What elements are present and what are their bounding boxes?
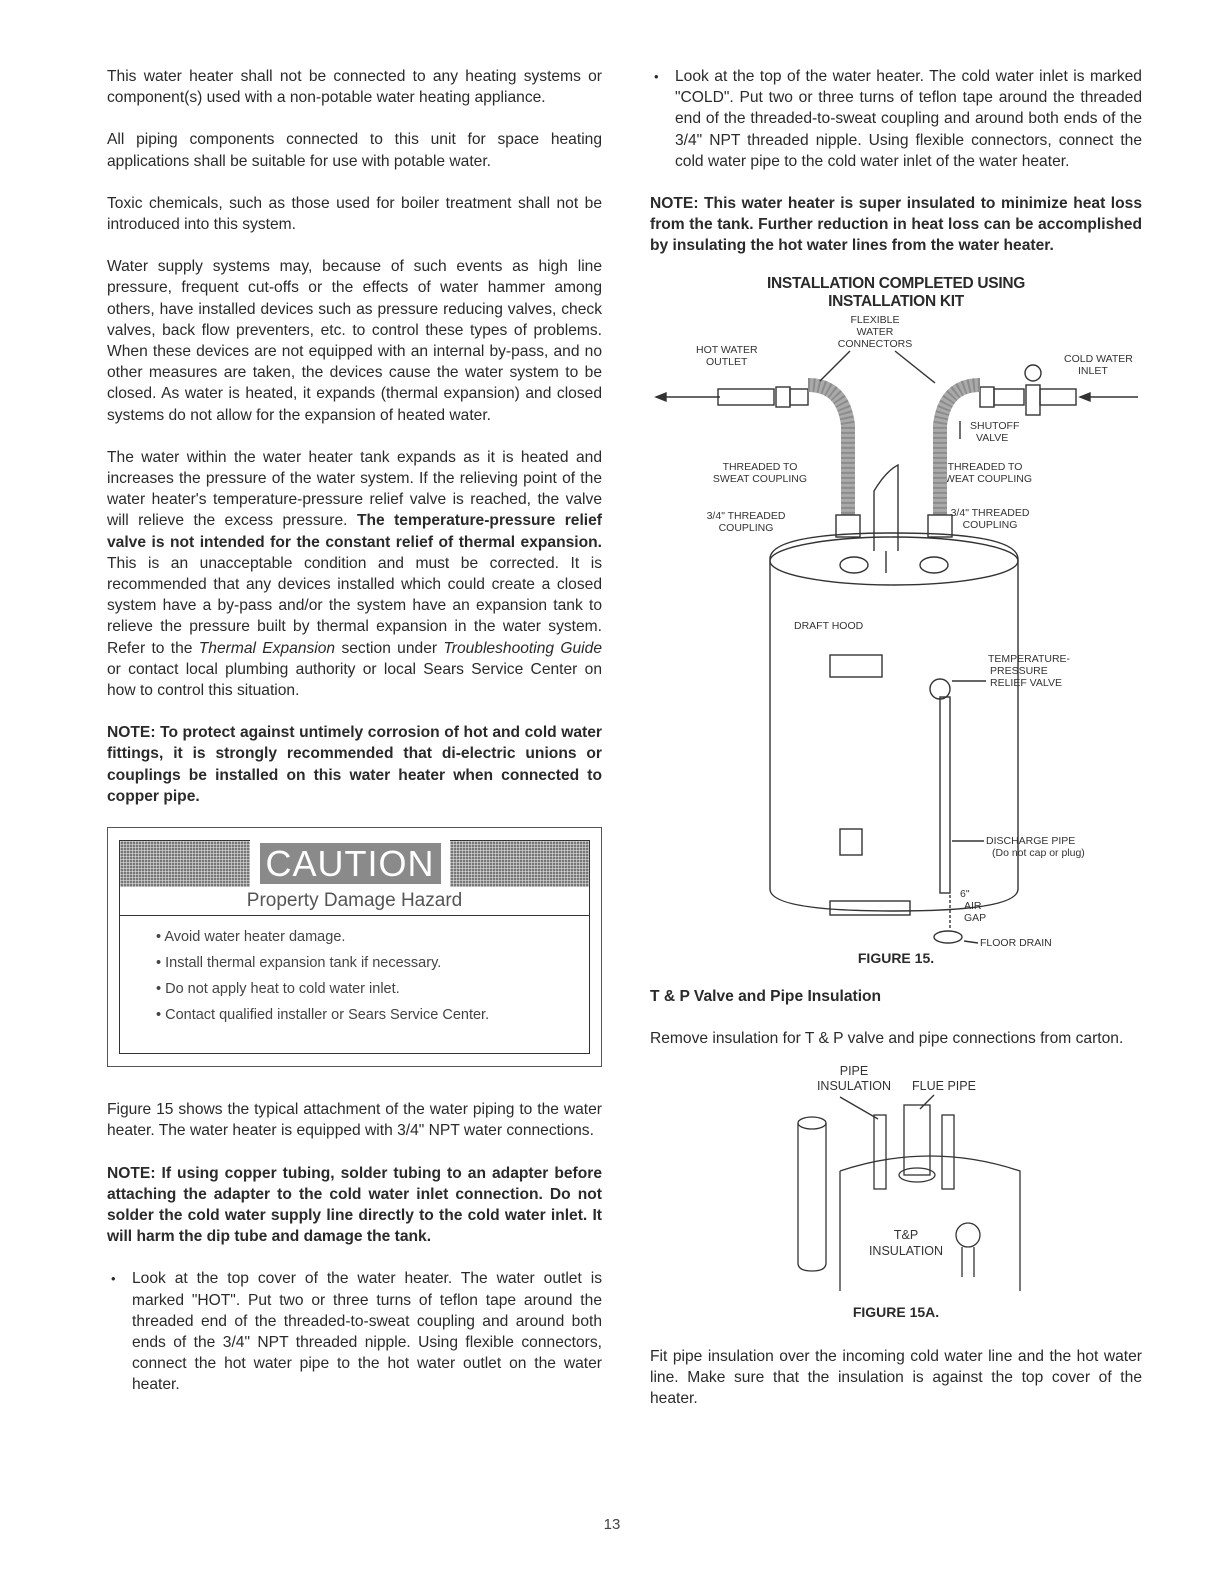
cold-nipple [994, 389, 1024, 405]
label-draft-hood: DRAFT HOOD [794, 619, 864, 632]
shutoff-valve-body [1026, 385, 1040, 415]
rating-plate [830, 655, 882, 677]
leader-pipe-insulation [840, 1097, 878, 1119]
caution-title [250, 840, 450, 888]
tank-top [770, 537, 1018, 585]
label-tts-left: SWEAT COUPLING [712, 472, 808, 485]
label-tp-insulation: T&P [893, 1228, 919, 1243]
note-dielectric: NOTE: To protect against untimely corrosion of hot and cold water fittings, it is strongly recommended that di-electric unions or couplings be installed on this water heater when connected to copper pipe. [107, 724, 602, 805]
caution-box [107, 827, 602, 1067]
leader-flue [920, 1095, 934, 1109]
label-discharge: (Do not cap or plug) [992, 846, 1085, 859]
floor-drain-leader [964, 941, 978, 943]
discharge-pipe [940, 697, 950, 893]
figure-15-title-line1: INSTALLATION COMPLETED USING [767, 274, 1025, 292]
right-column [650, 66, 1142, 1410]
flue-pipe [874, 465, 898, 551]
hot-coupling [776, 387, 790, 407]
caution-banner [120, 841, 589, 887]
paragraph-figure15-intro: Figure 15 shows the typical attachment of the water piping to the water heater. The water heater is equipped with 3/4" NPT water connections. [107, 1101, 602, 1140]
paragraph-non-potable: This water heater shall not be connected to any heating systems or component(s) used with a non-potable water heating appliance. [107, 68, 602, 107]
label-discharge: DISCHARGE PIPE [986, 834, 1076, 847]
bullet-cold-inlet: • Look at the top of the water heater. The cold water inlet is marked "COLD". Put two or three turns of teflon tape around the threaded end of the threaded-to-sweat coupling and around both ends of the 3/4" NPT threaded nipple. Using flexible connectors, connect the cold water pipe to the cold water inlet of the water heater. [650, 66, 1142, 172]
label-flue-pipe: FLUE PIPE [912, 1079, 976, 1094]
figure-15a [650, 1063, 1142, 1320]
caution-item: • Install thermal expansion tank if necessary. [156, 950, 589, 976]
hot-pipe-segment [718, 389, 774, 405]
flue-pipe-15a [904, 1105, 930, 1175]
paragraph-water-supply: Water supply systems may, because of such events as high line pressure, frequent cut-offs or the effects of water hammer among others, have installed devices such as pressure reducing valves, check valves, back flow preventers, etc. to control these types of problems. When these devices are not equipped with an internal by-pass, and no other measures are taken, the devices cause the water system to be closed. As water is heated, it expands (thermal expansion) and closed systems do not allow for the expansion of heated water. [107, 258, 602, 424]
text-segment: or contact local plumbing authority or local Sears Service Center on how to control this situation. [107, 660, 602, 700]
paragraph-piping-components: All piping components connected to this unit for space heating applications shall be suitable for use with potable water. [107, 131, 602, 170]
paragraph-remove-insulation: Remove insulation for T & P valve and pipe connections from carton. [650, 1029, 1124, 1047]
cold-arrow [1080, 393, 1090, 401]
figure-15 [650, 275, 1142, 966]
left-column [107, 66, 602, 1396]
label-shutoff: VALVE [976, 431, 1009, 444]
label-flexible: WATER [856, 325, 894, 338]
figure-15-diagram [650, 311, 1142, 951]
heading-tp-insulation: T & P Valve and Pipe Insulation [650, 987, 882, 1005]
caution-title-text: CAUTION [260, 843, 441, 884]
caution-list [156, 924, 589, 1028]
hot-arrow [656, 393, 666, 401]
figure-15-caption: FIGURE 15. [857, 949, 935, 966]
gas-control [840, 829, 862, 855]
label-hot-outlet: HOT WATER [696, 343, 758, 356]
label-tp-valve: RELIEF VALVE [990, 676, 1062, 689]
heater-top [840, 1156, 1020, 1291]
text-segment: This is an unacceptable condition and must be corrected. It is recommended that any devices installed which could create a closed system have a by-pass and/or the system have an expansion tank to relieve the pressure built by thermal expansion in the water system. Refer to the [107, 554, 602, 657]
page-number: 13 [603, 1516, 621, 1533]
shutoff-valve-handle [1025, 365, 1041, 381]
note-super-insulated: NOTE: This water heater is super insulated to minimize heat loss from the tank. Further reduction in heat loss can be accomplished by insulating the hot water lines from the water heater. [650, 195, 1142, 255]
bold-warning: The temperature-pressure relief valve is not intended for the constant relief of thermal expansion. [107, 512, 602, 551]
paragraph-thermal-expansion [107, 447, 602, 701]
bullet-hot-outlet: • Look at the top cover of the water heater. The water outlet is marked "HOT". Put two or three turns of teflon tape around the threaded end of the threaded-to-sweat coupling and around both ends of the 3/4" NPT threaded nipple. Using flexible connectors, connect the hot water pipe to the hot water outlet on the water heater. [107, 1268, 602, 1395]
figure-15-labels [696, 314, 1133, 949]
paragraph-fit-insulation: Fit pipe insulation over the incoming cold water line and the hot water line. Make sure that the insulation is against the top cover of the heater. [650, 1348, 1142, 1408]
tp-valve-15a [956, 1223, 980, 1247]
figure-15a-caption: FIGURE 15A. [852, 1304, 940, 1321]
label-tc-left: 3/4" THREADED [706, 509, 786, 522]
figure-15a-labels [817, 1064, 976, 1258]
label-tp-insulation: INSULATION [868, 1244, 944, 1259]
insulation-sleeve-right [942, 1115, 954, 1189]
tp-valve [930, 679, 950, 699]
pipe-insulation-left [798, 1123, 826, 1271]
label-tc-right: COUPLING [962, 518, 1018, 531]
caution-inner [119, 840, 590, 1054]
label-tp-valve: PRESSURE [990, 664, 1048, 677]
label-flexible: CONNECTORS [837, 337, 913, 350]
leader-flexible-left [820, 351, 850, 381]
tank-port-left [840, 557, 868, 573]
label-tts-right: THREADED TO [947, 460, 1023, 473]
caution-item: • Do not apply heat to cold water inlet. [156, 976, 589, 1002]
label-air-gap: AIR [964, 899, 982, 912]
label-pipe-insulation: PIPE [839, 1064, 869, 1079]
caution-item: • Contact qualified installer or Sears Service Center. [156, 1002, 589, 1028]
figure-15-title-line2: INSTALLATION KIT [828, 292, 964, 310]
text-segment: section under [341, 639, 438, 657]
caution-item: • Avoid water heater damage. [156, 924, 589, 950]
tank-port-right [920, 557, 948, 573]
label-floor-drain: FLOOR DRAIN [980, 936, 1052, 949]
leader-flexible-right [895, 351, 935, 383]
cold-coupling [980, 387, 994, 407]
label-tts-left: THREADED TO [722, 460, 798, 473]
hot-nipple [790, 389, 808, 405]
figure-15a-diagram [650, 1063, 1142, 1299]
label-air-gap: 6" [960, 887, 970, 900]
cold-pipe-segment [1040, 389, 1076, 405]
label-shutoff: SHUTOFF [970, 419, 1020, 432]
label-flexible: FLEXIBLE [850, 313, 900, 326]
label-tc-left: COUPLING [718, 521, 774, 534]
floor-drain [934, 931, 962, 943]
pipe-insulation-left-top [798, 1117, 826, 1129]
paragraph-toxic-chemicals: Toxic chemicals, such as those used for boiler treatment shall not be introduced into this system. [107, 194, 602, 234]
label-hot-outlet: OUTLET [706, 355, 748, 368]
label-tts-right: SWEAT COUPLING [937, 472, 1033, 485]
note-copper-tubing: NOTE: If using copper tubing, solder tubing to an adapter before attaching the adapter to the cold water inlet connection. Do not solder the cold water supply line directly to the cold water inlet. It will harm the dip tube and damage the tank. [107, 1164, 602, 1246]
label-tp-valve: TEMPERATURE- [988, 652, 1071, 665]
figure-15a-drawing [798, 1095, 1020, 1291]
text-segment: The water within the water heater tank expands as it is heated and increases the pressure of the water system. If the relieving point of the water heater's temperature-pressure relief valve is reached, the valve will relieve the excess pressure. [107, 448, 602, 530]
tp-discharge-15a [962, 1247, 974, 1277]
reference-troubleshooting: Troubleshooting Guide [443, 639, 602, 657]
label-tc-right: 3/4" THREADED [950, 506, 1030, 519]
insulation-sleeve-left [874, 1115, 886, 1189]
burner-access [830, 901, 910, 915]
label-cold-inlet: COLD WATER [1064, 352, 1133, 365]
reference-thermal-expansion: Thermal Expansion [198, 639, 336, 657]
label-pipe-insulation: INSULATION [816, 1079, 892, 1094]
caution-subtitle: Property Damage Hazard [120, 887, 589, 916]
label-air-gap: GAP [964, 911, 987, 924]
tank-body [770, 533, 1018, 911]
label-cold-inlet: INLET [1078, 364, 1108, 377]
